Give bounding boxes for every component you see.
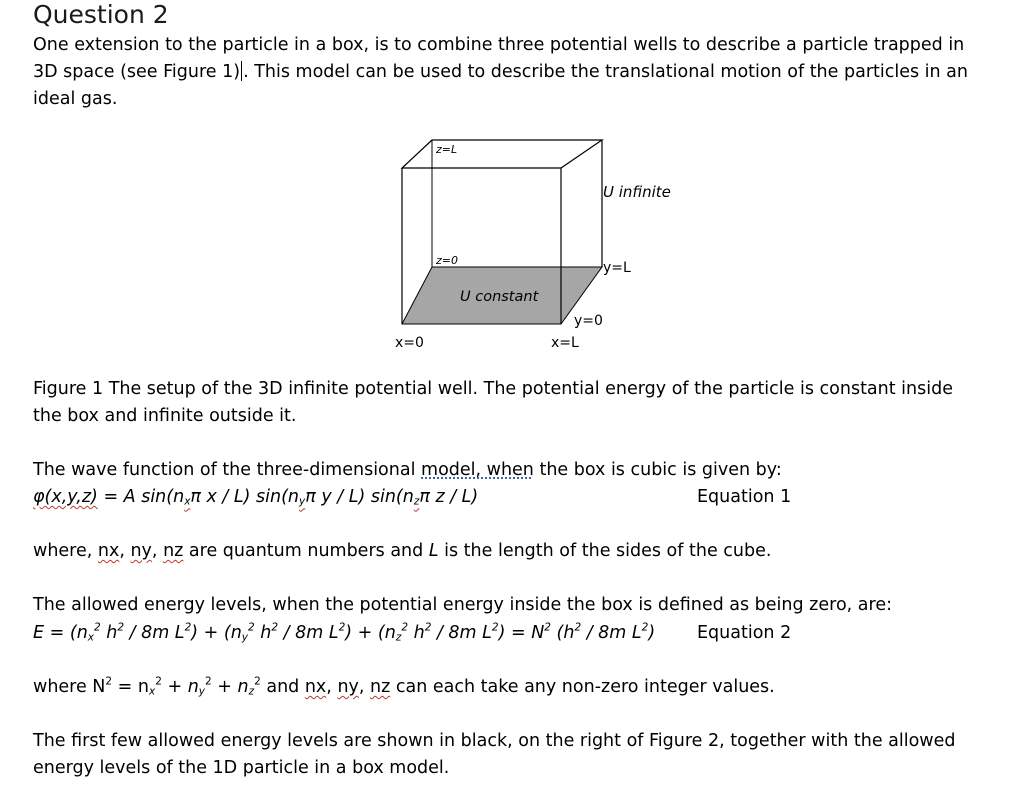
figure-caption-line-2: the box and infinite outside it. (33, 406, 297, 426)
label-z-top: z=L (436, 143, 458, 156)
figure-reference: 3D space (see Figure 1) (33, 62, 241, 82)
label-z-bottom: z=0 (436, 254, 458, 267)
intro-line-1: One extension to the particle in a box, is to combine three potential wells to describe a particle trapped in (33, 35, 965, 55)
intro-line-3: ideal gas. (33, 89, 118, 109)
n-squared-definition: where $N^2 = n_x^2 + n_y^2 + n_z^2$ and nx, ny, nz can each take any non-zero integer values. (33, 675, 775, 698)
wave-function-intro: The wave function of the three-dimensional model, when the box is cubic is given by: (33, 460, 782, 480)
equation-1: φ(x,y,z) = A $\sin(n_x\pi$ x / L) $\sin(n_y\pi$ y / L) $\sin(n_z\pi$ z / L) (33, 487, 479, 508)
label-u-infinite: U infinite (603, 183, 671, 201)
closing-line-2: energy levels of the 1D particle in a box model. (33, 758, 450, 778)
figure-1-box-diagram (380, 130, 680, 360)
label-y-far: y=L (603, 260, 631, 276)
equation-2: $E = (n_x^2$ $h^2 / 8m$ $L^2) + (n_y^2$ $h^2 / 8m$ $L^2) + (n_z^2$ $h^2 / 8m$ $L^2) = N^2$ ($h^2 / 8m$ $L^2$) (33, 621, 656, 644)
equation-2-tag: Equation 2 (697, 623, 792, 643)
label-u-constant: U constant (460, 289, 539, 305)
question-heading: Question 2 (33, 0, 169, 29)
intro-line-2 (33, 59, 993, 86)
label-x-left: x=0 (395, 335, 424, 351)
closing-line-1: The first few allowed energy levels are shown in black, on the right of Figure 2, together with the allowed (33, 731, 956, 751)
text-cursor (241, 61, 242, 81)
equation-1-tag: Equation 1 (697, 487, 792, 507)
energy-levels-intro: The allowed energy levels, when the potential energy inside the box is defined as being zero, are: (33, 595, 892, 615)
quantum-numbers-description: where, nx, ny, nz are quantum numbers and L is the length of the sides of the cube. (33, 541, 772, 561)
label-x-right: x=L (551, 335, 579, 351)
figure-caption-line-1: Figure 1 The setup of the 3D infinite potential well. The potential energy of the particle is constant inside (33, 379, 953, 399)
label-y-near: y=0 (574, 313, 603, 329)
intro-line-2-rest: . This model can be used to describe the translational motion of the particles in an (243, 62, 968, 82)
